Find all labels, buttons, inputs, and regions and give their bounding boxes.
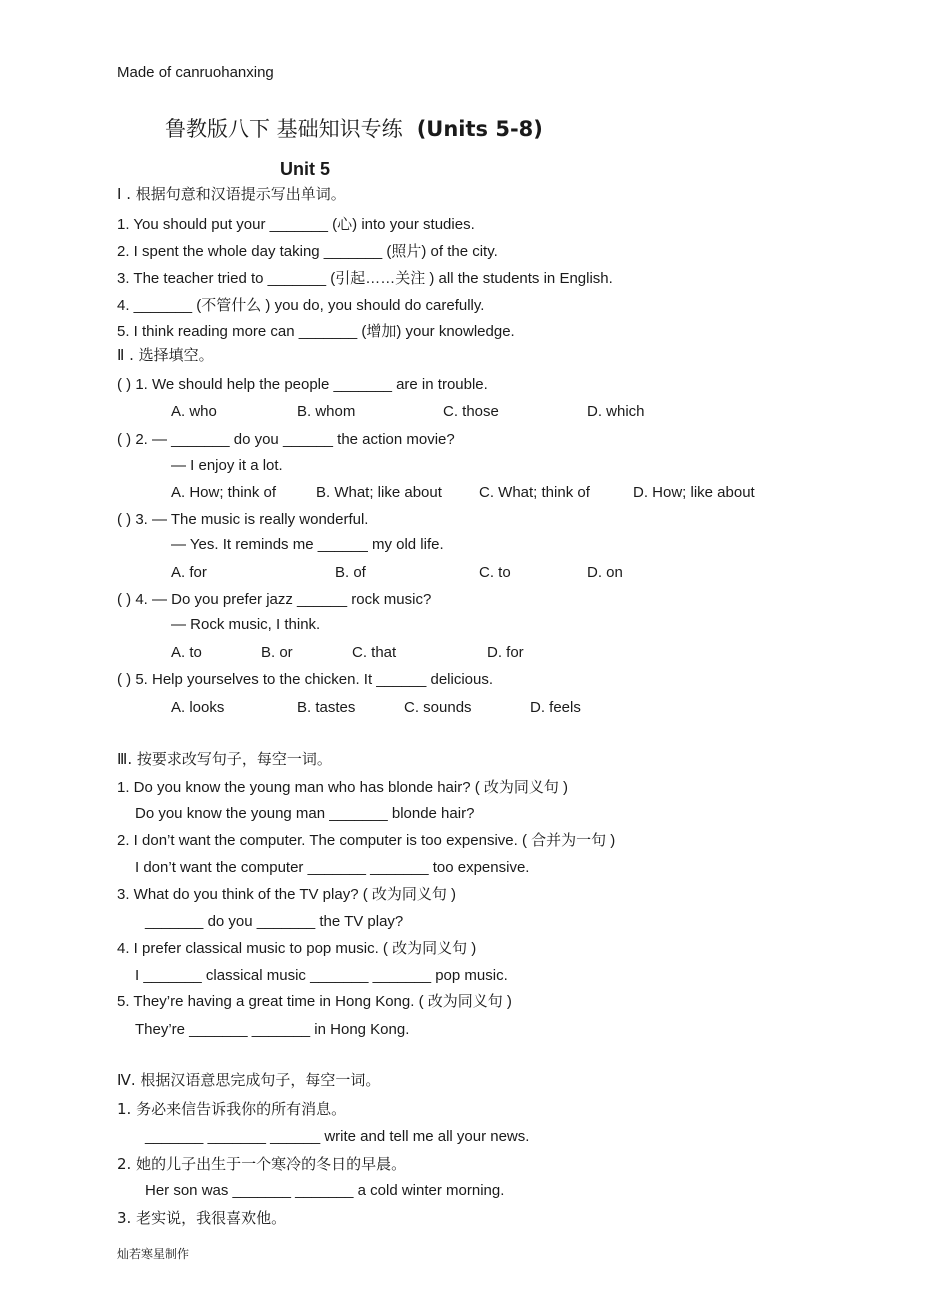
s2-q3-option-a: A. for	[171, 564, 207, 581]
footer-note: 灿若寒星制作	[117, 1247, 190, 1261]
s3-line-10: They’re _______ _______ in Hong Kong.	[135, 1021, 410, 1038]
s2-q1-stem: ( ) 1. We should help the people _______ are in trouble.	[117, 376, 488, 393]
s2-q5-option-c: C. sounds	[404, 699, 472, 716]
title-units: (Units 5-8)	[416, 117, 543, 141]
s2-q5-option-d: D. feels	[530, 699, 581, 716]
s4-line-4: Her son was _______ _______ a cold winter morning.	[145, 1182, 505, 1199]
s2-q2-stem: ( ) 2. — _______ do you ______ the action movie?	[117, 431, 455, 448]
s3-line-5: 3. What do you think of the TV play? ( 改为同义句 )	[117, 886, 457, 903]
s2-q4-option-b: B. or	[261, 644, 293, 661]
s2-q1-option-a: A. who	[171, 403, 217, 420]
s3-line-4: I don’t want the computer _______ _______ too expensive.	[135, 859, 530, 876]
s2-q3-option-d: D. on	[587, 564, 623, 581]
s2-q1-option-c: C. those	[443, 403, 499, 420]
section-4-heading: Ⅳ. 根据汉语意思完成句子，每空一词。	[117, 1071, 381, 1089]
s2-q4-option-c: C. that	[352, 644, 397, 661]
s3-line-6: _______ do you _______ the TV play?	[145, 913, 404, 930]
s2-q3-option-b: B. of	[335, 564, 366, 581]
s1-item-1: 1. You should put your _______ (心) into your studies.	[117, 216, 475, 233]
s3-line-2: Do you know the young man _______ blonde hair?	[135, 805, 475, 822]
s2-q3-reply: — Yes. It reminds me ______ my old life.	[171, 536, 444, 553]
section-2-heading: Ⅱ . 选择填空。	[117, 346, 214, 364]
s1-item-4: 4. _______ (不管什么 ) you do, you should do carefully.	[117, 297, 485, 314]
s3-line-3: 2. I don’t want the computer. The computer is too expensive. ( 合并为一句 )	[117, 832, 616, 849]
s4-line-2: _______ _______ ______ write and tell me all your news.	[145, 1128, 530, 1145]
s3-line-8: I _______ classical music _______ _______ pop music.	[135, 967, 508, 984]
title-chinese: 鲁教版八下 基础知识专练	[165, 117, 403, 141]
s2-q1-option-d: D. which	[587, 403, 645, 420]
s3-line-9: 5. They’re having a great time in Hong Kong. ( 改为同义句 )	[117, 993, 512, 1010]
s2-q4-stem: ( ) 4. — Do you prefer jazz ______ rock music?	[117, 591, 432, 608]
s2-q5-option-a: A. looks	[171, 699, 225, 716]
s1-item-5: 5. I think reading more can _______ (增加) your knowledge.	[117, 323, 515, 340]
s2-q2-option-d: D. How; like about	[633, 484, 755, 501]
unit-title: Unit 5	[280, 159, 331, 179]
s2-q2-option-a: A. How; think of	[171, 484, 277, 501]
s2-q2-reply: — I enjoy it a lot.	[171, 457, 283, 474]
s1-item-2: 2. I spent the whole day taking _______ (照片) of the city.	[117, 243, 498, 260]
header-note: Made of canruohanxing	[117, 64, 274, 81]
section-1-heading: Ⅰ . 根据句意和汉语提示写出单词。	[117, 185, 346, 203]
s2-q2-option-c: C. What; think of	[479, 484, 590, 501]
s3-line-1: 1. Do you know the young man who has blonde hair? ( 改为同义句 )	[117, 779, 569, 796]
s4-line-1: 1. 务必来信告诉我你的所有消息。	[117, 1100, 347, 1118]
s2-q5-option-b: B. tastes	[297, 699, 356, 716]
s2-q1-option-b: B. whom	[297, 403, 356, 420]
s2-q5-stem: ( ) 5. Help yourselves to the chicken. It ______ delicious.	[117, 671, 494, 688]
page-title	[165, 116, 543, 142]
s4-line-5: 3. 老实说，我很喜欢他。	[117, 1209, 287, 1227]
s2-q4-option-d: D. for	[487, 644, 524, 661]
s2-q4-option-a: A. to	[171, 644, 202, 661]
s4-line-3: 2. 她的儿子出生于一个寒冷的冬日的早晨。	[117, 1155, 407, 1173]
s1-item-3: 3. The teacher tried to _______ (引起……关注 ) all the students in English.	[117, 270, 613, 287]
s2-q2-option-b: B. What; like about	[316, 484, 442, 501]
s3-line-7: 4. I prefer classical music to pop music. ( 改为同义句 )	[117, 940, 477, 957]
s2-q3-stem: ( ) 3. — The music is really wonderful.	[117, 511, 369, 528]
section-3-heading: Ⅲ. 按要求改写句子，每空一词。	[117, 750, 332, 768]
s2-q4-reply: — Rock music, I think.	[171, 616, 321, 633]
s2-q3-option-c: C. to	[479, 564, 511, 581]
